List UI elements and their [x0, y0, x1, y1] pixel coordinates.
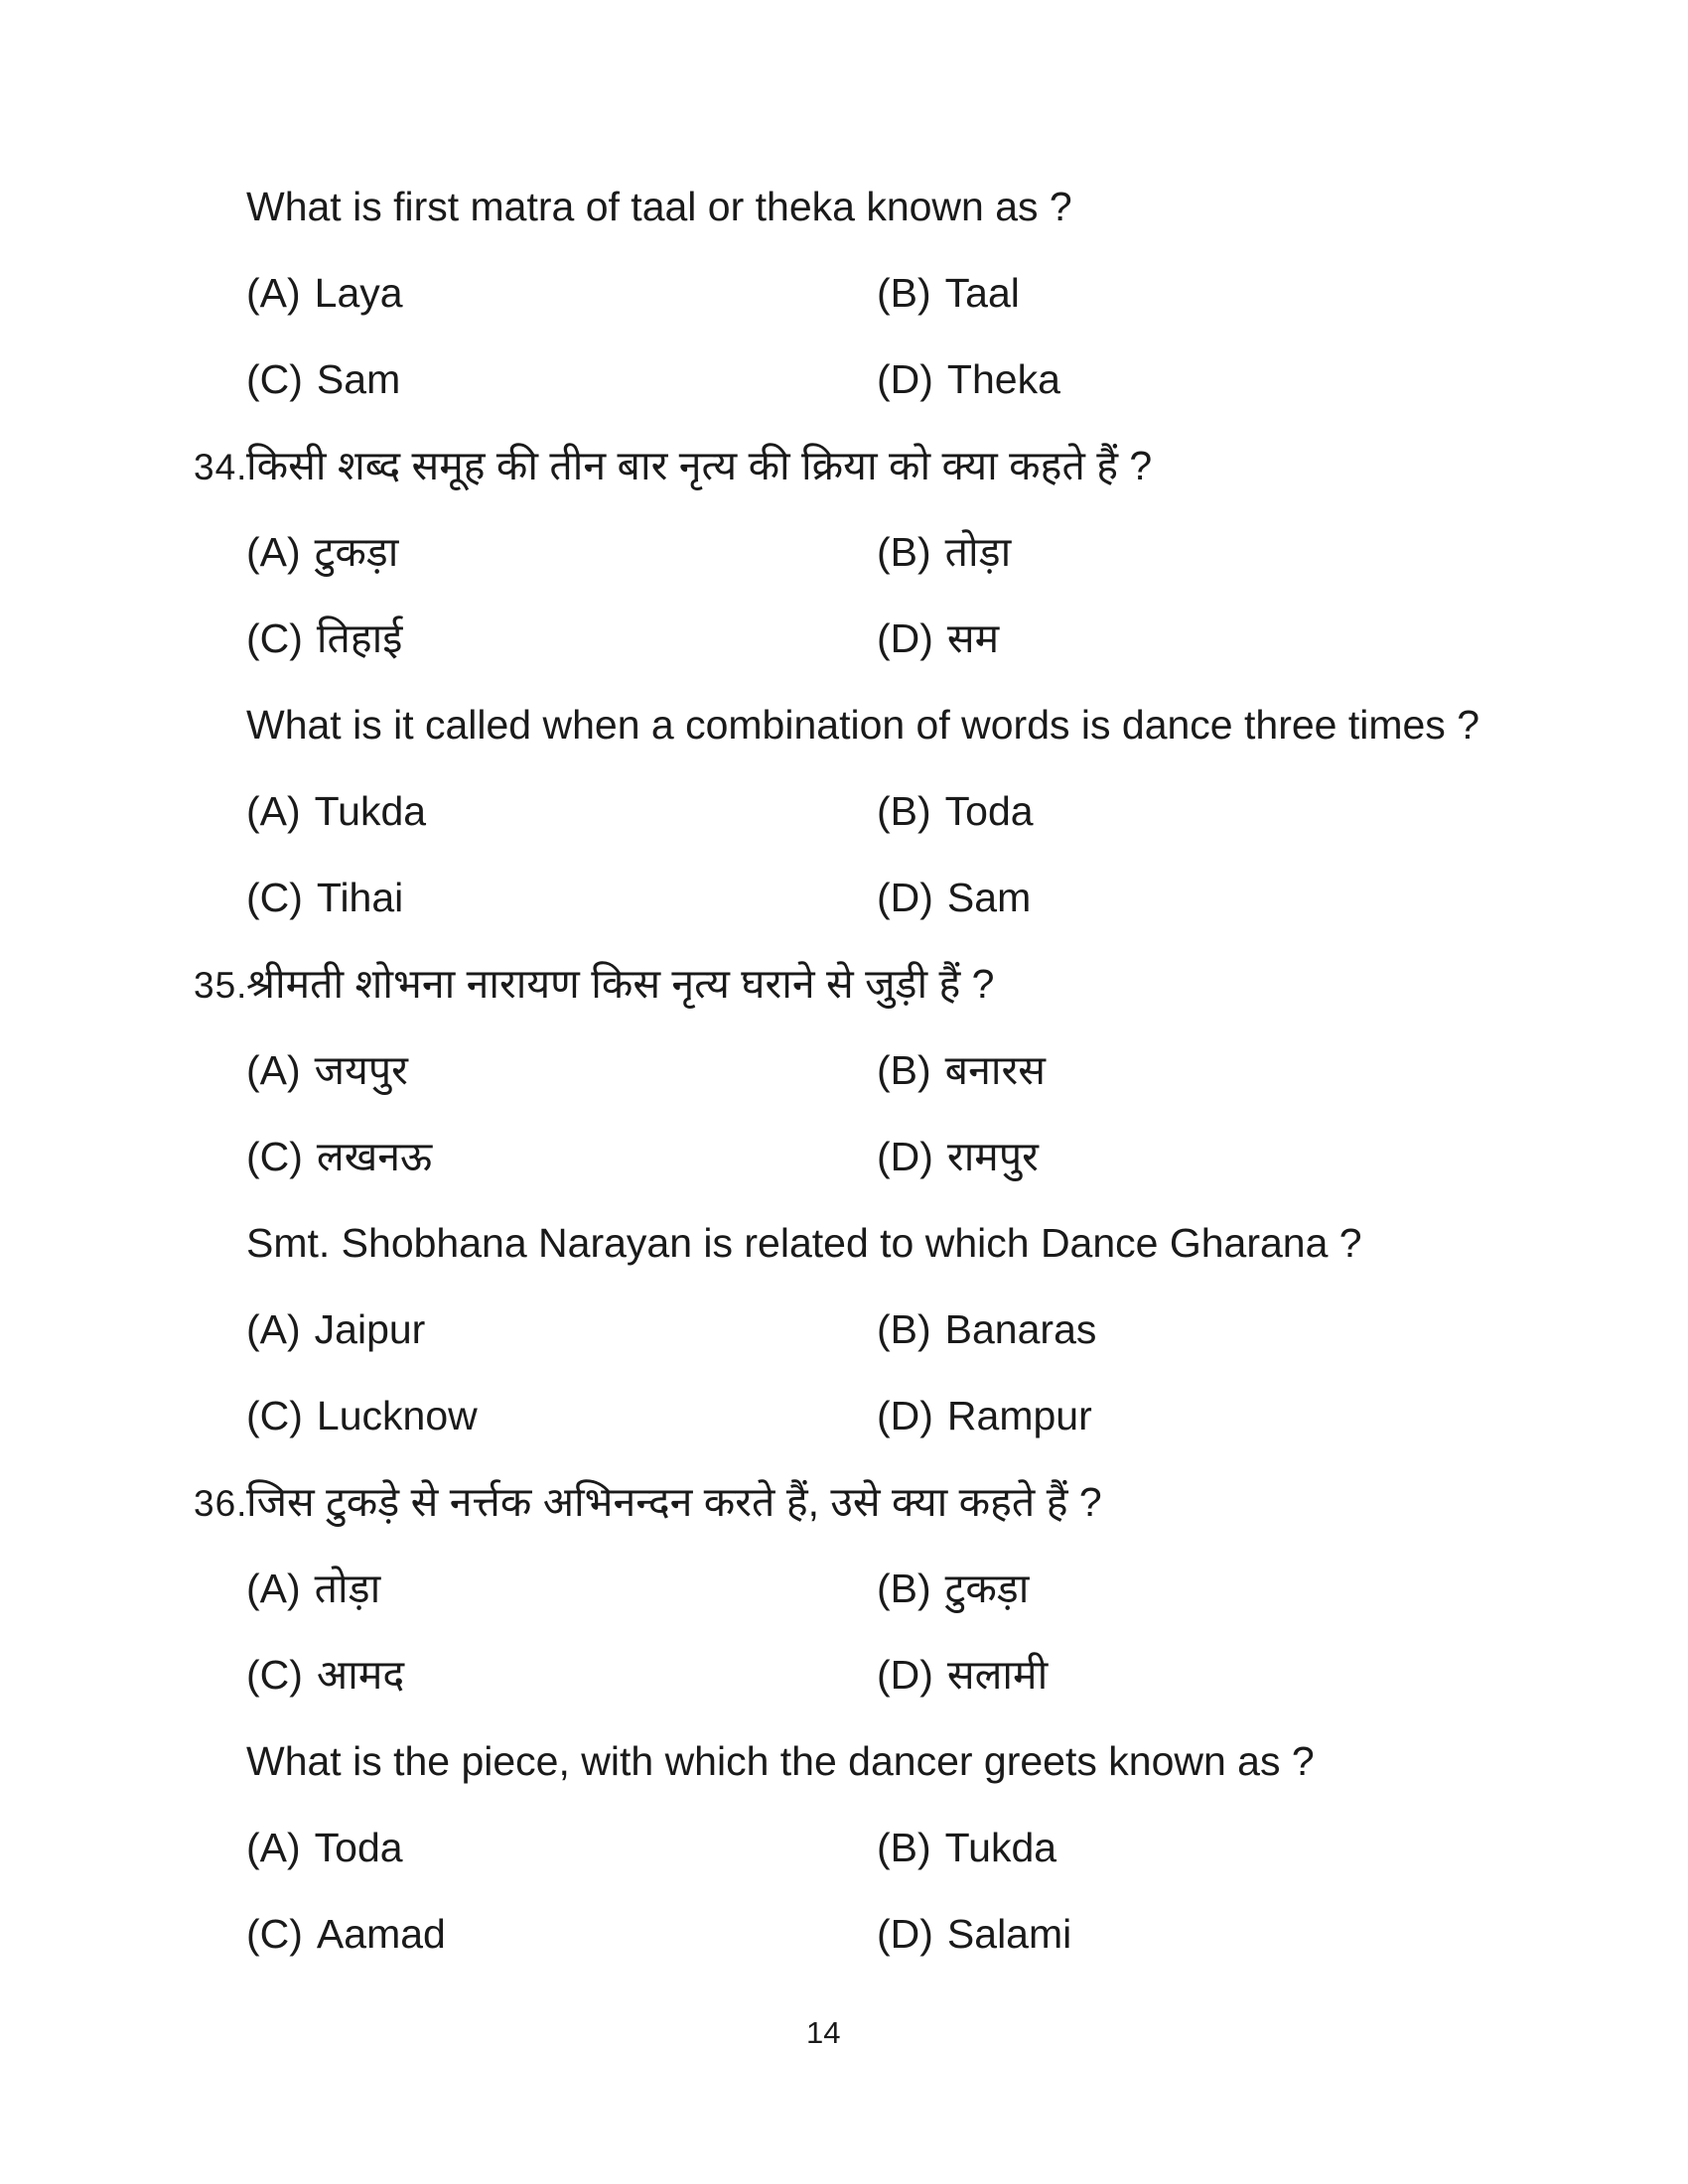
option-text: आमद: [316, 1652, 405, 1698]
option-text: Aamad: [316, 1911, 446, 1957]
option-b: [877, 1047, 1046, 1094]
question-number: 36.: [194, 1483, 248, 1524]
option-a: [246, 788, 426, 835]
option-label: (A): [246, 788, 301, 834]
option-text: सलामी: [946, 1652, 1049, 1698]
option-b: [877, 1306, 1096, 1353]
question-text-english: What is first matra of taal or theka known as ?: [246, 184, 1072, 229]
option-a: [246, 1047, 408, 1094]
option-text: Lucknow: [316, 1393, 478, 1438]
option-d: [877, 1652, 1048, 1699]
option-d: [877, 1134, 1039, 1180]
option-c: [246, 1652, 404, 1699]
question-text-hindi: किसी शब्द समूह की तीन बार नृत्य की क्रिया को क्या कहते हैं ?: [246, 443, 1153, 488]
option-label: (A): [246, 1047, 301, 1093]
option-text: Tukda: [944, 1825, 1057, 1870]
option-d: [877, 1393, 1092, 1439]
question-number: 35.: [194, 965, 248, 1006]
option-label: (A): [246, 1306, 301, 1352]
option-label: (B): [877, 529, 931, 575]
option-label: (D): [877, 1134, 933, 1179]
option-text: Salami: [946, 1911, 1072, 1957]
option-text: तिहाई: [316, 615, 403, 661]
option-text: बनारस: [944, 1047, 1046, 1093]
option-text: Sam: [946, 875, 1032, 920]
option-b: [877, 270, 1020, 317]
option-label: (A): [246, 1825, 301, 1870]
option-label: (B): [877, 270, 931, 316]
option-label: (D): [877, 615, 933, 661]
question-number: 34.: [194, 447, 248, 487]
option-c: [246, 1911, 446, 1958]
option-label: (C): [246, 356, 303, 402]
option-text: टुकड़ा: [944, 1566, 1030, 1611]
option-c: [246, 875, 403, 921]
option-label: (C): [246, 1911, 303, 1957]
option-a: [246, 270, 403, 317]
option-label: (D): [877, 1911, 933, 1957]
question-text-hindi: श्रीमती शोभना नारायण किस नृत्य घराने से जुड़ी हैं ?: [246, 961, 995, 1007]
option-label: (D): [877, 1652, 933, 1698]
option-label: (A): [246, 1566, 301, 1611]
option-label: (B): [877, 1566, 931, 1611]
option-d: [877, 356, 1060, 403]
option-text: जयपुर: [314, 1047, 408, 1093]
option-a: [246, 1825, 403, 1871]
option-text: Tukda: [314, 788, 427, 834]
option-a: [246, 529, 398, 576]
page-number: 14: [806, 2015, 841, 2050]
option-text: टुकड़ा: [314, 529, 399, 575]
option-label: (C): [246, 1652, 303, 1698]
option-label: (D): [877, 1393, 933, 1438]
option-label: (C): [246, 615, 303, 661]
option-label: (B): [877, 788, 931, 834]
question-text-hindi: जिस टुकड़े से नर्त्तक अभिनन्दन करते हैं, उसे क्या कहते हैं ?: [246, 1479, 1102, 1525]
option-text: रामपुर: [946, 1134, 1039, 1179]
option-text: लखनऊ: [316, 1134, 433, 1179]
option-b: [877, 1566, 1029, 1612]
option-text: सम: [946, 615, 1000, 661]
question-text-english: Smt. Shobhana Narayan is related to which Dance Gharana ?: [246, 1220, 1362, 1266]
option-text: Rampur: [946, 1393, 1092, 1438]
option-label: (D): [877, 356, 933, 402]
question-text-english: What is the piece, with which the dancer greets known as ?: [246, 1738, 1315, 1784]
option-d: [877, 615, 999, 662]
option-text: Laya: [314, 270, 403, 316]
option-c: [246, 615, 402, 662]
option-text: Theka: [946, 356, 1060, 402]
option-text: तोड़ा: [314, 1566, 381, 1611]
option-c: [246, 356, 400, 403]
option-c: [246, 1393, 478, 1439]
option-label: (A): [246, 529, 301, 575]
option-text: तोड़ा: [944, 529, 1012, 575]
option-text: Banaras: [944, 1306, 1097, 1352]
option-label: (A): [246, 270, 301, 316]
option-text: Toda: [944, 788, 1034, 834]
option-a: [246, 1306, 425, 1353]
option-b: [877, 529, 1011, 576]
option-label: (C): [246, 875, 303, 920]
option-b: [877, 1825, 1056, 1871]
option-label: (C): [246, 1134, 303, 1179]
option-text: Taal: [944, 270, 1020, 316]
option-text: Toda: [314, 1825, 403, 1870]
option-label: (D): [877, 875, 933, 920]
option-d: [877, 875, 1031, 921]
option-label: (C): [246, 1393, 303, 1438]
option-c: [246, 1134, 432, 1180]
option-text: Tihai: [316, 875, 404, 920]
question-text-english: What is it called when a combination of words is dance three times ?: [246, 702, 1479, 748]
option-text: Jaipur: [314, 1306, 426, 1352]
option-label: (B): [877, 1306, 931, 1352]
option-text: Sam: [316, 356, 401, 402]
option-b: [877, 788, 1034, 835]
option-label: (B): [877, 1825, 931, 1870]
option-d: [877, 1911, 1071, 1958]
option-label: (B): [877, 1047, 931, 1093]
option-a: [246, 1566, 380, 1612]
